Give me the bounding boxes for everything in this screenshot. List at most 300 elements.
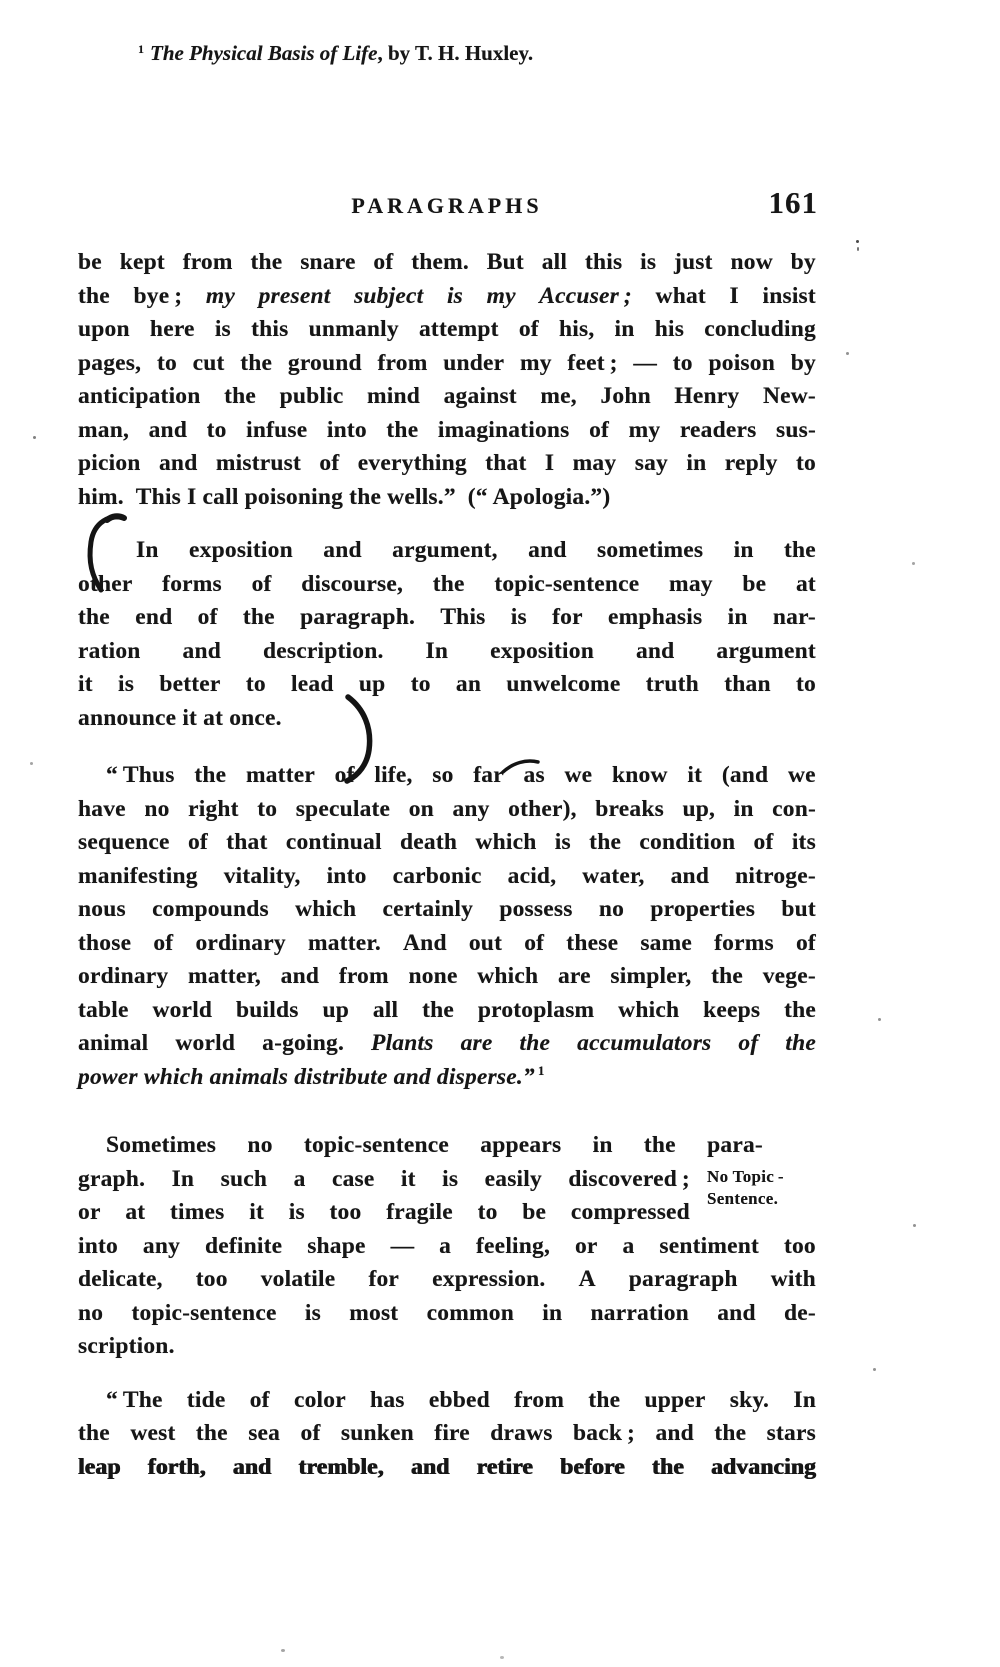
text-run: my (519, 349, 552, 376)
text-run: pages, (78, 349, 142, 376)
text-run: under (443, 349, 505, 376)
text-run: matter. (307, 929, 381, 956)
text-line (78, 601, 816, 635)
text-line (78, 568, 816, 602)
text-run: all (372, 996, 399, 1023)
text-run: tremble, (298, 1453, 384, 1480)
text-run: accumulators (577, 1030, 712, 1056)
text-run: and (655, 1420, 694, 1446)
text-run: of (589, 416, 610, 443)
text-run: before (560, 1453, 625, 1480)
text-run: ordinary (195, 929, 286, 956)
text-run: here (149, 316, 195, 342)
text-run: Henry (674, 383, 740, 409)
text-run: which (475, 829, 537, 855)
text-run: sea (248, 1420, 281, 1446)
text-run: is (214, 316, 231, 342)
text-run: nous (78, 896, 126, 922)
text-run: mind (367, 383, 421, 409)
text-run: now (730, 249, 773, 275)
text-run: delicate, (78, 1266, 163, 1292)
marginal-note (707, 1166, 827, 1210)
text-line (78, 927, 816, 961)
text-run: sequence (78, 829, 170, 855)
text-run: and (717, 1299, 756, 1326)
text-run: nitroge- (735, 862, 816, 889)
text-run: from (338, 963, 389, 989)
ink-speck (878, 1018, 881, 1021)
text-run: a (622, 1232, 635, 1259)
text-run: man, (78, 416, 130, 443)
text-run: those (78, 929, 132, 956)
text-run: too (783, 1232, 816, 1259)
text-run: same (640, 929, 693, 956)
text-line (78, 280, 816, 314)
text-run: acid, (507, 862, 557, 889)
text-run: is (510, 604, 527, 630)
text-run: animal (78, 1030, 149, 1056)
text-run: is (446, 282, 464, 309)
text-run: know (612, 762, 668, 788)
paragraph (78, 246, 816, 514)
text-run: And (403, 929, 447, 956)
text-run: in (733, 537, 754, 563)
text-run: attempt (418, 316, 499, 342)
text-run: the (519, 1030, 551, 1056)
text-run: no (78, 1299, 104, 1326)
text-run: and (182, 637, 222, 664)
text-run: fire (434, 1420, 470, 1446)
text-run: announce it at once. (78, 704, 282, 731)
text-run: and (323, 537, 362, 563)
ink-speck (846, 352, 849, 355)
text-run: of (738, 1030, 759, 1056)
text-run: from (514, 1386, 565, 1413)
text-run: imaginations (437, 416, 570, 443)
text-run: keeps (703, 996, 761, 1023)
text-run: In (793, 1386, 816, 1413)
ink-speck (912, 562, 915, 565)
text-run: the (250, 249, 283, 275)
text-run: But (486, 249, 524, 275)
text-run: may (669, 570, 713, 597)
text-run: him. This I call poisoning the wells.” (“ Apologia.”) (78, 483, 611, 510)
text-run: the (784, 537, 816, 563)
text-run: the (78, 282, 110, 309)
text-run: present (258, 282, 331, 309)
text-run: are (557, 963, 591, 989)
text-run: narration (590, 1299, 689, 1326)
text-run: be (742, 570, 767, 597)
text-run: lead (291, 671, 334, 697)
text-run: better (159, 671, 221, 697)
text-run: of (795, 929, 816, 956)
text-run: simpler, (610, 963, 692, 989)
text-run: the (711, 963, 744, 989)
text-run: may (572, 450, 617, 476)
text-run: and (232, 1453, 272, 1480)
text-run: (and (721, 762, 769, 788)
text-run: is (554, 829, 571, 855)
ink-speck (873, 1368, 876, 1371)
text-run: of (753, 829, 774, 855)
text-run: world (175, 1030, 236, 1056)
text-run: which (295, 896, 357, 922)
text-line (78, 1384, 816, 1418)
ink-speck (857, 247, 859, 251)
text-run: de- (784, 1299, 816, 1326)
text-run: be (78, 249, 102, 275)
text-run: topic-sentence (131, 1299, 277, 1326)
marginal-note-line: Sentence. (707, 1189, 779, 1208)
text-run: of (334, 762, 355, 788)
text-run: and (670, 862, 710, 889)
text-run: the (195, 1420, 228, 1446)
ink-speck (30, 762, 33, 765)
text-run: the (422, 996, 455, 1023)
text-run: mistrust (215, 450, 302, 476)
text-run: public (279, 383, 344, 409)
text-run: sus- (776, 416, 816, 443)
text-run: description. (263, 637, 384, 664)
text-run: other), (508, 795, 577, 822)
text-run: the (588, 1386, 621, 1413)
text-run: nar- (772, 604, 816, 630)
text-run: to (477, 1199, 498, 1225)
text-run: in (592, 1132, 613, 1158)
text-run: volatile (260, 1266, 336, 1292)
page-number: 161 (768, 185, 818, 220)
text-run: forth, (147, 1453, 206, 1480)
text-run: that (485, 450, 527, 476)
text-run: the (194, 762, 227, 788)
text-run: forms (714, 929, 774, 956)
paragraph (78, 1384, 816, 1485)
text-run: an (455, 671, 482, 697)
text-line (78, 1263, 816, 1297)
text-line (78, 1196, 690, 1230)
text-run: ordinary (78, 963, 169, 989)
footnote-work-title: The Physical Basis of Life (150, 41, 378, 65)
text-run: most (349, 1299, 399, 1326)
text-line (78, 447, 816, 481)
text-run: retire (476, 1453, 533, 1480)
text-run: at (795, 570, 816, 597)
text-run: the (242, 604, 275, 630)
text-run: this (251, 316, 289, 342)
text-run: it (78, 671, 93, 697)
text-run: easily (484, 1165, 542, 1192)
text-line (78, 1451, 816, 1485)
text-run: a-going. (262, 1030, 345, 1056)
text-run: to (156, 349, 177, 376)
text-run: is (442, 1165, 459, 1192)
text-run: New- (762, 383, 816, 409)
text-run: fragile (386, 1199, 453, 1225)
text-run: appears (480, 1132, 562, 1158)
text-run: forms (162, 570, 222, 597)
text-run: bye ; (133, 282, 183, 309)
text-run: too (195, 1266, 228, 1292)
text-line (78, 860, 816, 894)
text-run: Accuser ; (539, 282, 632, 309)
text-run: me, (540, 383, 577, 409)
text-run: everything (357, 450, 467, 476)
text-run: to (672, 349, 693, 376)
text-run: far (473, 762, 504, 788)
text-run: such (220, 1165, 268, 1192)
text-run: certainly (382, 896, 474, 922)
text-run: with (770, 1266, 816, 1292)
text-line (78, 414, 816, 448)
text-line (78, 994, 816, 1028)
text-run: continual (285, 829, 382, 855)
text-run: argument (716, 637, 816, 664)
text-run: of (251, 570, 272, 597)
text-run: the (589, 829, 622, 855)
text-run: discourse, (301, 570, 404, 597)
text-run: the (240, 349, 273, 376)
text-run: too (329, 1199, 362, 1225)
text-run: for (552, 604, 583, 630)
text-run: no (247, 1132, 273, 1158)
text-run: color (293, 1386, 346, 1413)
text-run: Plants (371, 1030, 434, 1056)
text-line (78, 347, 816, 381)
text-run: condition (639, 829, 736, 855)
text-run: builds (236, 996, 299, 1023)
text-run: sky. (729, 1386, 770, 1413)
text-run: readers (679, 416, 757, 443)
text-run: its (791, 829, 816, 855)
text-run: “ Thus (106, 762, 175, 788)
text-run: picion (78, 450, 141, 476)
text-run: the (785, 1030, 816, 1056)
text-line (78, 702, 816, 736)
footnote-credit: , by T. H. Huxley. (377, 41, 534, 65)
text-run: to (206, 416, 227, 443)
text-run: upon (78, 316, 130, 342)
text-run: by (790, 349, 816, 376)
text-run: unwelcome (506, 671, 621, 697)
text-run: “ The (106, 1386, 163, 1413)
text-run: manifesting (78, 862, 198, 889)
text-run: in (733, 795, 754, 822)
text-run: other (78, 570, 133, 597)
text-run: but (781, 896, 816, 922)
text-run: this (584, 249, 623, 275)
text-run: to (410, 671, 431, 697)
text-run: matter, (188, 963, 262, 989)
handwritten-open-paren-annotation (82, 512, 130, 594)
text-run: it (400, 1165, 416, 1192)
text-run: his, (558, 316, 595, 342)
text-run: John (600, 383, 651, 409)
text-run: from (182, 249, 233, 275)
text-run: kept (119, 249, 165, 275)
text-run: compressed (570, 1199, 690, 1225)
text-run: up, (682, 795, 716, 822)
text-run: speculate (295, 795, 391, 822)
text-run: it (249, 1199, 265, 1225)
text-run: of (187, 829, 208, 855)
text-run: ground (287, 349, 362, 376)
text-run: to (795, 671, 816, 697)
text-run: than (724, 671, 771, 697)
text-run: into (326, 862, 367, 889)
footnote-marker: 1 (138, 42, 144, 56)
text-line (78, 668, 816, 702)
text-run: the (78, 604, 110, 630)
text-run: the (714, 1420, 747, 1446)
text-run: argument, (392, 537, 498, 563)
text-run: and (528, 537, 567, 563)
text-line (78, 481, 816, 515)
text-run: topic-sentence (494, 570, 640, 597)
text-run: which (618, 996, 680, 1023)
text-run: possess (499, 896, 573, 922)
text-run: properties (650, 896, 756, 922)
text-run: vitality, (223, 862, 301, 889)
text-line (78, 793, 816, 827)
marginal-note-line: No Topic - (707, 1167, 784, 1186)
text-run: of (524, 929, 545, 956)
text-run: out (468, 929, 503, 956)
text-run: by (790, 249, 816, 275)
text-run: on (408, 795, 434, 822)
ink-speck (281, 1649, 285, 1652)
text-run: the (78, 1420, 110, 1446)
text-run: topic-sentence (303, 1132, 449, 1158)
text-run: case (331, 1165, 375, 1192)
text-run: my (205, 282, 235, 309)
text-run: is (640, 249, 657, 275)
text-run: the (643, 1132, 676, 1158)
text-run: have (78, 795, 126, 822)
text-run: sunken (340, 1420, 414, 1446)
text-run: tide (186, 1386, 226, 1413)
text-run: emphasis (608, 604, 703, 630)
text-run: back ; (573, 1420, 636, 1446)
text-run: the (432, 570, 465, 597)
text-run: a (439, 1232, 452, 1259)
text-run: protoplasm (477, 996, 595, 1023)
text-run: unmanly (308, 316, 399, 342)
text-run: all (541, 249, 568, 275)
text-line (78, 759, 816, 793)
text-line (78, 1297, 816, 1331)
text-run: upper (644, 1386, 706, 1413)
text-run: has (370, 1386, 405, 1413)
text-run: as (523, 762, 545, 788)
text-run: west (130, 1420, 176, 1446)
text-run: his (654, 316, 685, 342)
text-run: cut (192, 349, 225, 376)
text-run: sometimes (597, 537, 704, 563)
text-run: right (188, 795, 239, 822)
text-run: discovered ; (568, 1165, 690, 1192)
text-run: these (566, 929, 619, 956)
text-run: common (426, 1299, 514, 1326)
text-run: Sometimes (106, 1132, 217, 1158)
text-run: is (118, 671, 135, 697)
text-run: draws (490, 1420, 553, 1446)
text-run: be (522, 1199, 547, 1225)
text-run: truth (645, 671, 699, 697)
text-run: my (628, 416, 661, 443)
text-run: what (655, 282, 706, 309)
text-run: scription. (78, 1333, 175, 1359)
text-run: concluding (704, 316, 816, 342)
text-run: power which animals distribute and disperse.” (78, 1063, 535, 1090)
text-run: snare (300, 249, 356, 275)
text-run: feeling, (476, 1232, 551, 1259)
text-line (78, 534, 816, 568)
text-run: it (687, 762, 703, 788)
text-line (78, 635, 816, 669)
text-line (78, 313, 816, 347)
text-run: into (78, 1232, 118, 1259)
text-run: breaks (595, 795, 664, 822)
text-run: life, (374, 762, 413, 788)
text-run: in (727, 604, 748, 630)
text-line (78, 1027, 816, 1061)
text-run: of (249, 1386, 270, 1413)
text-run: just (674, 249, 713, 275)
handwritten-close-paren-annotation (342, 694, 380, 784)
text-run: to (245, 671, 266, 697)
text-run: subject (354, 282, 424, 309)
text-run: advancing (711, 1453, 816, 1480)
superscript-marker: 1 (537, 1062, 545, 1078)
text-run: paragraph. (300, 604, 416, 630)
text-run: I (729, 282, 739, 309)
text-run: poison (708, 349, 775, 376)
text-run: them. (411, 249, 469, 275)
text-run: anticipation (78, 383, 201, 409)
text-run: up (358, 671, 386, 697)
text-line (78, 1163, 690, 1197)
text-run: of (319, 450, 340, 476)
text-run: ebbed (428, 1386, 490, 1413)
text-run: my (486, 282, 516, 309)
ink-speck (33, 436, 36, 439)
text-run: and (635, 637, 675, 664)
text-run: and (410, 1453, 450, 1480)
text-run: of (300, 1420, 321, 1446)
text-run: expression. (432, 1266, 546, 1292)
text-line (78, 893, 816, 927)
text-run: — (633, 349, 658, 376)
text-run: any (452, 795, 490, 822)
text-run: we (564, 762, 593, 788)
paragraph (78, 534, 816, 735)
text-run: or (574, 1232, 598, 1259)
page-body (78, 240, 816, 1484)
text-line (78, 246, 816, 280)
text-run: water, (582, 862, 645, 889)
text-run: any (142, 1232, 181, 1259)
paragraph (78, 1129, 816, 1364)
text-run: exposition (189, 537, 293, 563)
text-run: table (78, 996, 129, 1023)
ink-speck (913, 1224, 916, 1227)
text-run: and (148, 416, 188, 443)
paragraph (78, 759, 816, 1094)
text-run: of (518, 316, 539, 342)
text-run: and (158, 450, 198, 476)
text-run: the (386, 416, 419, 443)
